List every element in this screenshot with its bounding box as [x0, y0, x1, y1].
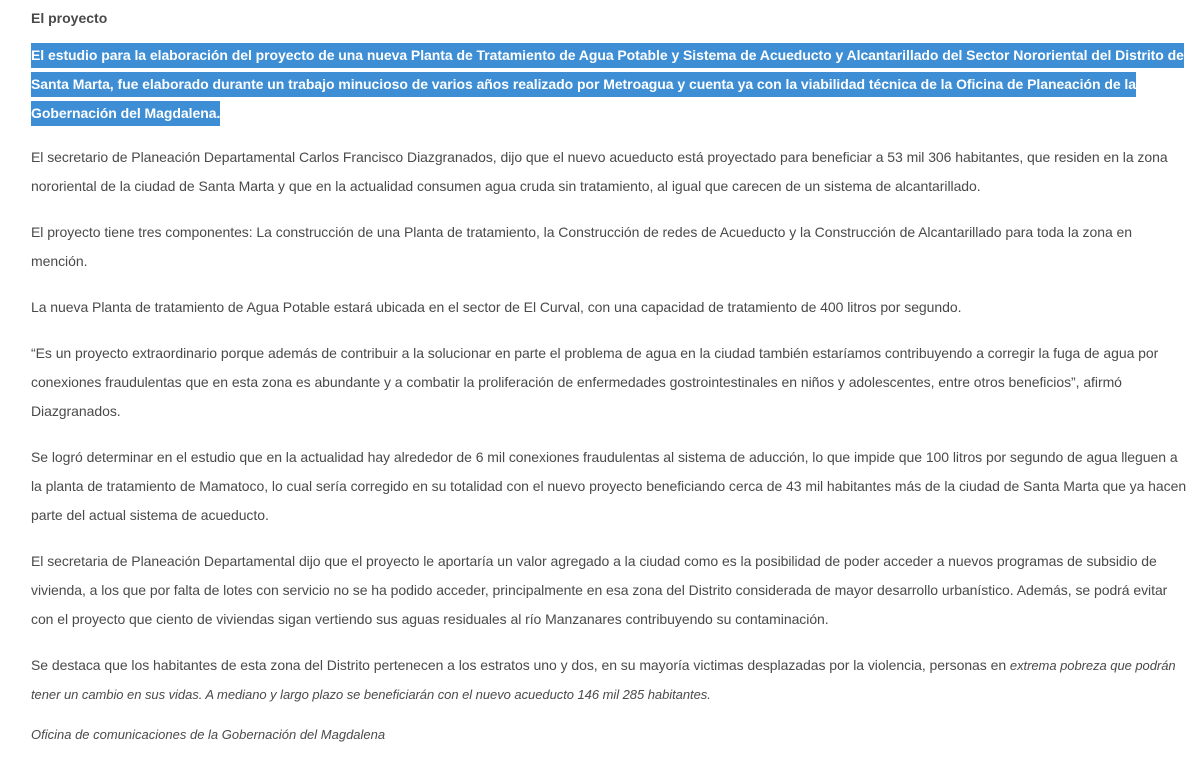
source-credit: Oficina de comunicaciones de la Gobernación del Magdalena: [31, 727, 386, 742]
paragraph-6: El secretaria de Planeación Departamental dijo que el proyecto le aportaría un valor agregado a la ciudad como es la posibilidad de poder acceder a nuevos programas de subsidio de vivienda, a los que por falta de lotes con servicio no se ha podido acceder, principalmente en esa zona del Distrito considerada de mayor desarrollo urbanístico. Además, se podrá evitar con el proyecto que ciento de viviendas sigan vertiendo sus aguas residuales al río Manzanares contribuyendo su contaminación.: [31, 553, 1168, 627]
paragraph-3: La nueva Planta de tratamiento de Agua Potable estará ubicada en el sector de El Curval, con una capacidad de tratamiento de 400 litros por segundo.: [31, 299, 962, 315]
paragraph-7-italic-text: extrema pobreza que podrán tener un cambio en sus vidas. A mediano y largo plazo se beneficiarán con el nuevo acueducto 146 mil 285 habitantes.: [31, 658, 1176, 702]
paragraph-1: El secretario de Planeación Departamental Carlos Francisco Diazgranados, dijo que el nuevo acueducto está proyectado para beneficiar a 53 mil 306 habitantes, que residen en la zona nororiental de la ciudad de Santa Marta y que en la actualidad consumen agua cruda sin tratamiento, al igual que carecen de un sistema de alcantarillado.: [31, 149, 1168, 194]
section-title: El proyecto: [31, 10, 108, 26]
selection-highlight[interactable]: El estudio para la elaboración del proyecto de una nueva Planta de Tratamiento de Agua Potable y Sistema de Acueducto y Alcantarillado del Sector Nororiental del Distrito de Santa Marta, fue elaborado durante un trabajo minucioso de varios años realizado por Metroagua y cuenta ya con la viabilidad técnica de la Oficina de Planeación de la Gobernación del Magdalena.: [31, 43, 1184, 126]
paragraph-7-normal-text: Se destaca que los habitantes de esta zona del Distrito pertenecen a los estratos uno y dos, en su mayoría victimas desplazadas por la violencia, personas en: [31, 657, 1010, 673]
lead-paragraph-selected[interactable]: [31, 41, 1189, 128]
paragraph-4-quote: “Es un proyecto extraordinario porque además de contribuir a la solucionar en parte el problema de agua en la ciudad también estaríamos contribuyendo a corregir la fuga de agua por conexiones fraudulentas que en esta zona es abundante y a combatir la proliferación de enfermedades gostrointestinales en niños y adolescentes, entre otros beneficios”, afirmó Diazgranados.: [31, 345, 1159, 419]
paragraph-2: El proyecto tiene tres componentes: La construcción de una Planta de tratamiento, la Construcción de redes de Acueducto y la Construcción de Alcantarillado para toda la zona en mención.: [31, 224, 1132, 269]
paragraph-7: [31, 651, 1189, 709]
paragraph-5: Se logró determinar en el estudio que en la actualidad hay alrededor de 6 mil conexiones fraudulentas al sistema de aducción, lo que impide que 100 litros por segundo de agua lleguen a la planta de tratamiento de Mamatoco, lo cual sería corregido en su totalidad con el nuevo proyecto beneficiando cerca de 43 mil habitantes más de la ciudad de Santa Marta que ya hacen parte del actual sistema de acueducto.: [31, 449, 1187, 523]
article-body: [31, 0, 1189, 744]
